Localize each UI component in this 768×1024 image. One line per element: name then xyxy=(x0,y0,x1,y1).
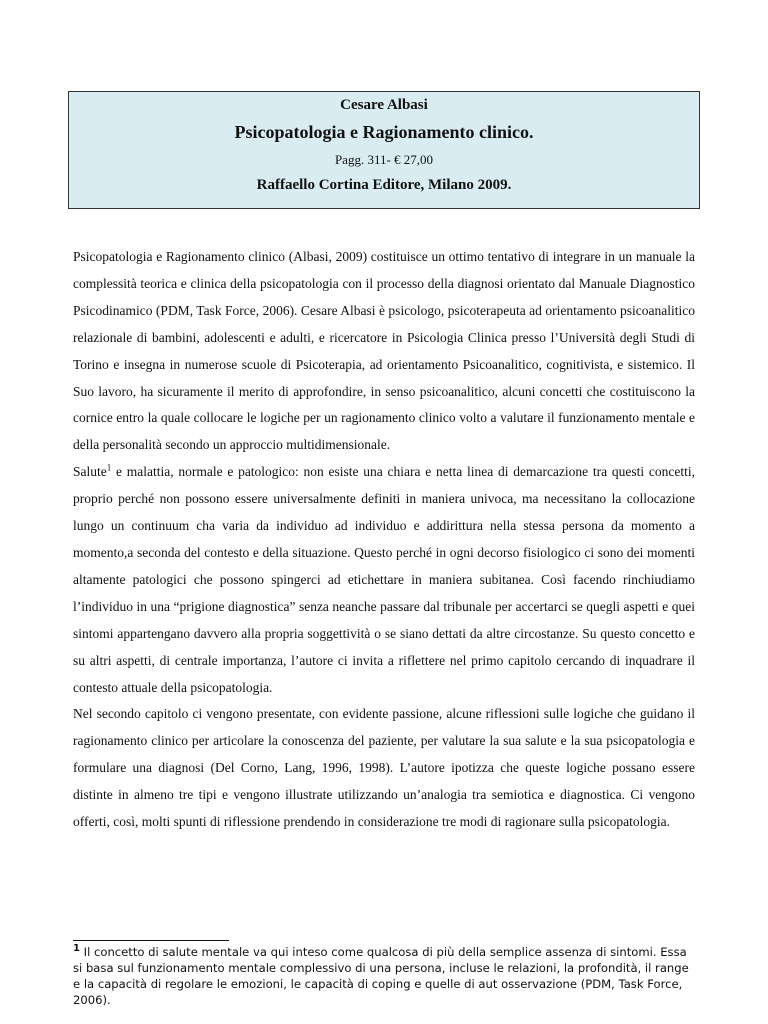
footnote-mark: 1 xyxy=(73,943,80,955)
book-price-line: Pagg. 311- € 27,00 xyxy=(334,152,434,167)
footnote-text: Il concetto di salute mentale va qui inteso come qualcosa di più della semplice assenza di sintomi. Essa si basa sul funzionamento mentale complessivo di una persona, incluse le relazioni, la profondità, il range e la capacità di regolare le emozioni, le capacità di coping e quelle di aut osservazione (PDM, Task Force, 2006). xyxy=(73,945,689,1007)
paragraph-2-rest: e malattia, normale e patologico: non esiste una chiara e netta linea di demarcazione tra questi concetti, proprio perché non possono essere universalmente definiti in maniera univoca, ma necessitano la collocazione lungo un continuum cha varia da individuo ad individuo e addirittura nella stessa persona da momento a momento,a seconda del contesto e della situazione. Questo perché in ogni decorso fisiologico ci sono dei momenti altamente patologici che possono spingerci ad etichettare in maniera subitanea. Così facendo rinchiudiamo l’individuo in una “prigione diagnostica” senza neanche passare dal tribunale per accertarci se quegli aspetti e quei sintomi appartengano davvero alla propria soggettività o se siano dettati da altre circostanze. Su questo concetto e su altri aspetti, di centrale importanza, l’autore ci invita a riflettere nel primo capitolo cercando di inquadrare il contesto attuale della psicopatologia. xyxy=(73,464,695,695)
paragraph-3: Nel secondo capitolo ci vengono presentate, con evidente passione, alcune riflessioni sulle logiche che guidano il ragionamento clinico per articolare la conoscenza del paziente, per valutare la sua salute e la sua psicopatologia e formulare una diagnosi (Del Corno, Lang, 1996, 1998). L’autore ipotizza che queste logiche possano essere distinte in almeno tre tipi e vengono illustrate utilizzando un’analogia tra semiotica e diagnostica. Ci vengono offerti, così, molti spunti di riflessione prendendo in considerazione tre modi di ragionare sulla psicopatologia. xyxy=(73,706,695,830)
review-body xyxy=(73,244,695,836)
footnote xyxy=(73,944,695,1008)
paragraph-1: Psicopatologia e Ragionamento clinico (Albasi, 2009) costituisce un ottimo tentativo di integrare in un manuale la complessità teorica e clinica della psicopatologia con il processo della diagnosi orientato dal Manuale Diagnostico Psicodinamico (PDM, Task Force, 2006). Cesare Albasi è psicologo, psicoterapeuta ad orientamento psicoanalitico relazionale di bambini, adolescenti e adulti, e ricercatore in Psicologia Clinica presso l’Università degli Studi di Torino e insegna in numerose scuole di Psicoterapia, ad orientamento Psicoanalitico, cognitivista, e sistemico. Il Suo lavoro, ha sicuramente il merito di approfondire, in senso psicoanalitico, alcuni concetti che costituiscono la cornice entro la quale collocare le logiche per un ragionamento clinico volto a valutare il funzionamento mentale e della personalità secondo un approccio multidimensionale. xyxy=(73,249,695,453)
paragraph-2-start: Salute xyxy=(73,464,107,480)
book-author: Cesare Albasi xyxy=(340,97,428,113)
paragraph-2 xyxy=(73,459,695,701)
book-title: Psicopatologia e Ragionamento clinico. xyxy=(234,122,534,142)
book-header-box xyxy=(68,91,700,209)
footnote-divider xyxy=(73,940,229,941)
footnote-reference[interactable]: 1 xyxy=(106,462,112,473)
book-publisher: Raffaello Cortina Editore, Milano 2009. xyxy=(256,177,512,193)
